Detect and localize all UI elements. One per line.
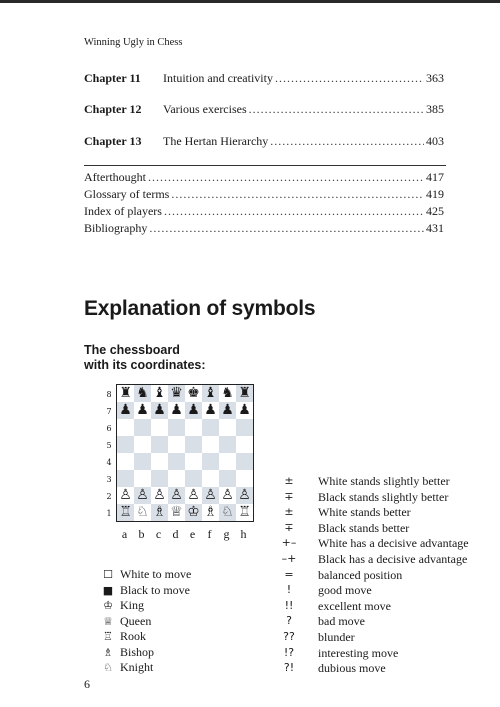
board-square (202, 419, 219, 436)
chess-piece-icon: ♔ (187, 504, 200, 520)
leader-dots (148, 170, 424, 186)
legend-text: Rook (120, 629, 147, 643)
board-square (236, 453, 253, 470)
board-square (117, 402, 134, 419)
board-square (117, 504, 134, 521)
annotation-symbol: ∓ (284, 520, 294, 534)
board-square (236, 470, 253, 487)
chess-piece-icon: ♝ (153, 385, 166, 401)
board-square (134, 419, 151, 436)
leader-dots (275, 71, 424, 87)
rank-label: 8 (106, 390, 112, 399)
chapter-title: Various exercises (163, 102, 247, 116)
annotation-symbol: ?? (283, 630, 295, 643)
board-square (168, 470, 185, 487)
legend-item (100, 629, 146, 645)
legend-item (100, 614, 151, 630)
file-label: d (172, 527, 179, 541)
chess-piece-icon: ♛ (170, 385, 183, 401)
board-square (219, 487, 236, 504)
board-square (117, 436, 134, 453)
board-square (185, 385, 202, 402)
annotation-symbol: !? (283, 645, 295, 659)
chess-piece-icon: ♚ (187, 385, 200, 401)
file-label: g (223, 527, 230, 541)
symbol-meaning: balanced position (318, 567, 403, 582)
board-heading-line: with its coordinates: (84, 358, 206, 372)
board-square (219, 470, 236, 487)
file-label: b (138, 527, 145, 541)
annotation-symbol: ?! (283, 661, 295, 675)
board-square (185, 436, 202, 453)
rank-label: 7 (106, 407, 112, 416)
board-square (168, 487, 185, 504)
board-square (168, 402, 185, 419)
chess-piece-icon: ♞ (221, 385, 234, 401)
page-number: 6 (84, 677, 90, 691)
chessboard (116, 384, 254, 522)
toc-line (84, 221, 444, 237)
queen-icon: ♕ (103, 614, 113, 628)
board-square (151, 436, 168, 453)
board-square (185, 487, 202, 504)
chess-piece-icon: ♕ (170, 504, 183, 520)
toc-chapter-row (84, 71, 444, 87)
chapter-page: 403 (426, 134, 444, 148)
chess-piece-icon: ♟ (136, 402, 149, 418)
entry-title: Index of players (84, 204, 162, 218)
toc-line (84, 71, 444, 87)
black-square-icon: ■ (102, 583, 114, 597)
legend-text: Queen (120, 613, 152, 628)
board-square (202, 453, 219, 470)
board-square (219, 419, 236, 436)
entry-title: Afterthought (84, 170, 146, 184)
rook-icon: ♖ (103, 630, 113, 643)
board-square (117, 453, 134, 470)
chess-piece-icon: ♙ (187, 487, 200, 503)
chess-piece-icon: ♙ (204, 487, 217, 503)
chapter-label: Chapter 12 (84, 102, 142, 116)
board-square (151, 402, 168, 419)
board-square (185, 504, 202, 521)
chess-piece-icon: ♙ (221, 487, 234, 503)
entry-page: 417 (426, 170, 444, 184)
symbol-meaning: Black has a decisive advantage (318, 552, 468, 566)
chapter-page: 363 (426, 71, 444, 85)
board-square (168, 419, 185, 436)
board-square (202, 385, 219, 402)
leader-dots (270, 134, 424, 150)
board-square (236, 487, 253, 504)
board-square (168, 453, 185, 470)
chess-piece-icon: ♘ (221, 504, 234, 520)
board-square (134, 436, 151, 453)
annotation-symbol: !! (284, 598, 294, 612)
legend-text: Bishop (120, 644, 155, 659)
annotation-symbol: ∓ (284, 489, 294, 503)
board-square (236, 504, 253, 521)
leader-dots (249, 102, 424, 118)
entry-title: Glossary of terms (84, 187, 170, 201)
board-square (134, 385, 151, 402)
board-square (168, 436, 185, 453)
chess-piece-icon: ♜ (238, 385, 251, 401)
rank-label: 2 (106, 492, 112, 501)
annotation-symbol: –+ (281, 552, 297, 565)
chess-piece-icon: ♟ (187, 402, 200, 418)
file-label: e (189, 527, 196, 541)
chess-piece-icon: ♞ (136, 385, 149, 401)
board-square (134, 487, 151, 504)
chess-piece-icon: ♟ (238, 402, 251, 418)
board-square (117, 419, 134, 436)
board-square (185, 419, 202, 436)
board-square (168, 385, 185, 402)
board-square (117, 487, 134, 504)
toc-line (84, 170, 444, 186)
file-label: h (240, 527, 247, 541)
toc-line (84, 134, 444, 150)
board-square (151, 470, 168, 487)
symbol-meaning: White has a decisive advantage (318, 536, 469, 551)
king-icon: ♔ (103, 599, 113, 612)
chess-piece-icon: ♘ (136, 504, 149, 520)
section-title: Explanation of symbols (84, 297, 316, 320)
entry-title: Bibliography (84, 221, 148, 235)
board-square (117, 470, 134, 487)
chapter-title: Intuition and creativity (163, 71, 273, 85)
file-label: c (155, 527, 162, 541)
chess-piece-icon: ♙ (170, 487, 183, 503)
board-square (236, 419, 253, 436)
rank-label: 3 (106, 475, 112, 484)
symbol-meaning: White stands better (318, 505, 411, 520)
board-square (202, 402, 219, 419)
top-rule (0, 0, 500, 3)
leader-dots (164, 204, 424, 220)
legend-item (100, 567, 191, 583)
legend-item (100, 660, 153, 676)
chess-piece-icon: ♙ (119, 487, 132, 503)
board-square (185, 453, 202, 470)
board-square (134, 402, 151, 419)
toc-line (84, 204, 444, 220)
board-square (219, 385, 236, 402)
board-square (134, 470, 151, 487)
rank-label: 5 (106, 441, 112, 450)
chess-piece-icon: ♟ (153, 402, 166, 418)
symbol-meaning: Black stands slightly better (318, 489, 449, 504)
annotation-symbol: ± (284, 474, 294, 487)
rank-label: 1 (106, 509, 112, 518)
chess-piece-icon: ♟ (204, 402, 217, 418)
annotation-symbol: ! (286, 583, 292, 597)
knight-icon: ♘ (103, 661, 113, 674)
legend-text: King (120, 598, 144, 612)
board-square (219, 402, 236, 419)
board-square (185, 402, 202, 419)
entry-page: 425 (426, 204, 444, 218)
symbol-meaning: blunder (318, 630, 355, 644)
leader-dots (149, 221, 424, 237)
white-square-icon: ☐ (103, 568, 113, 581)
annotation-symbol: = (284, 567, 294, 581)
board-square (219, 436, 236, 453)
leader-dots (171, 187, 424, 203)
symbol-meaning: Black stands better (318, 520, 410, 535)
chess-piece-icon: ♟ (221, 402, 234, 418)
chess-piece-icon: ♟ (119, 402, 132, 418)
board-square (134, 453, 151, 470)
chess-piece-icon: ♖ (238, 504, 251, 520)
board-square (151, 504, 168, 521)
symbol-meaning: excellent move (318, 598, 391, 613)
rank-label: 6 (106, 424, 112, 433)
legend-item (100, 598, 144, 614)
symbol-meaning: dubious move (318, 661, 386, 676)
toc-chapter-row (84, 102, 444, 118)
file-label: f (207, 527, 212, 541)
legend-text: White to move (120, 567, 192, 581)
board-square (219, 504, 236, 521)
chess-piece-icon: ♖ (119, 504, 132, 520)
entry-page: 419 (426, 187, 444, 201)
board-square (151, 419, 168, 436)
toc-chapter-row (84, 134, 444, 150)
chapter-page: 385 (426, 102, 444, 116)
annotation-symbol: +– (281, 536, 297, 550)
bishop-icon: ♗ (103, 645, 113, 659)
symbol-meaning: interesting move (318, 645, 399, 660)
symbol-meaning: bad move (318, 614, 365, 629)
file-labels (116, 527, 252, 542)
running-head: Winning Ugly in Chess (84, 37, 183, 48)
board-square (202, 487, 219, 504)
legend-text: Black to move (120, 582, 190, 597)
legend-item (100, 583, 190, 599)
board-heading (84, 343, 206, 373)
entry-page: 431 (426, 221, 444, 235)
board-square (202, 470, 219, 487)
toc-line (84, 187, 444, 203)
board-square (151, 385, 168, 402)
legend-item (100, 645, 154, 661)
chess-piece-icon: ♙ (136, 487, 149, 503)
chapter-title: The Hertan Hierarchy (163, 134, 269, 148)
legend-text: Knight (120, 660, 154, 674)
board-square (236, 402, 253, 419)
toc-separator (84, 165, 446, 166)
board-square (219, 453, 236, 470)
file-label: a (121, 527, 128, 541)
chess-piece-icon: ♜ (119, 385, 132, 401)
toc-line (84, 102, 444, 118)
annotation-symbol: ± (284, 505, 294, 519)
symbol-meaning: good move (318, 583, 372, 598)
annotation-symbol: ? (286, 614, 292, 628)
board-square (236, 436, 253, 453)
chess-piece-icon: ♝ (204, 385, 217, 401)
chapter-label: Chapter 11 (84, 71, 141, 85)
chess-piece-icon: ♙ (153, 487, 166, 503)
rank-label: 4 (106, 458, 112, 467)
board-square (134, 504, 151, 521)
board-square (202, 436, 219, 453)
chess-piece-icon: ♟ (170, 402, 183, 418)
board-square (151, 453, 168, 470)
chess-piece-icon: ♙ (238, 487, 251, 503)
board-heading-line: The chessboard (84, 343, 180, 357)
chess-piece-icon: ♗ (204, 504, 217, 520)
symbol-meaning: White stands slightly better (318, 474, 450, 488)
board-square (185, 470, 202, 487)
board-square (202, 504, 219, 521)
board-square (151, 487, 168, 504)
chess-piece-icon: ♗ (153, 504, 166, 520)
board-square (117, 385, 134, 402)
board-square (236, 385, 253, 402)
board-square (168, 504, 185, 521)
chapter-label: Chapter 13 (84, 134, 142, 148)
